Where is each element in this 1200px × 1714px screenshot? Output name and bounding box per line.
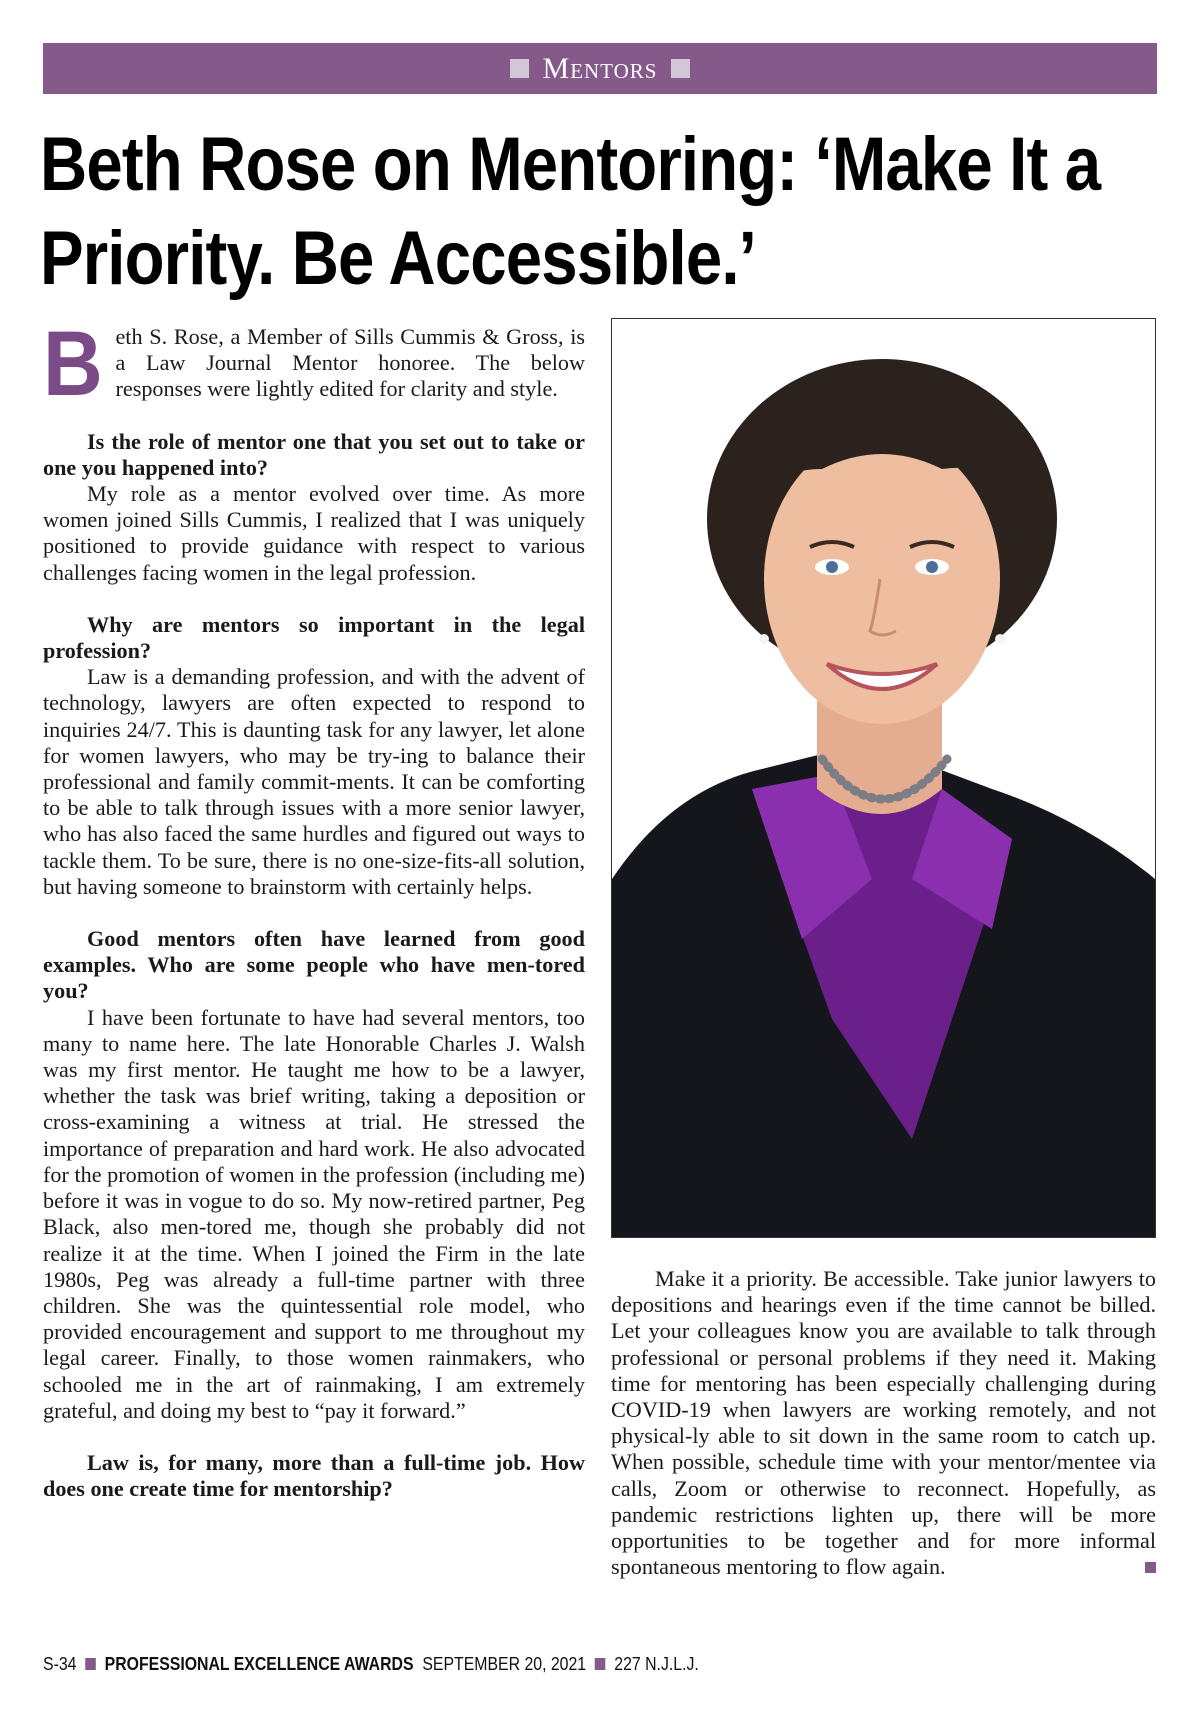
- intro-text: eth S. Rose, a Member of Sills Cummis & Gross, is a Law Journal Mentor honoree. The below responses were lightly edited for clarity and style.: [115, 324, 585, 402]
- left-column: [43, 313, 585, 1502]
- intro-paragraph: [43, 313, 585, 415]
- right-column: [611, 1266, 1156, 1580]
- headline-line-2: Priority. Be Accessible.’: [40, 216, 756, 301]
- question-2: Why are mentors so important in the legal profession?: [43, 611, 585, 664]
- section-banner: [43, 43, 1157, 94]
- publication-name: PROFESSIONAL EXCELLENCE AWARDS: [104, 1653, 414, 1674]
- page-number: S-34: [43, 1653, 77, 1674]
- publication-date: SEPTEMBER 20, 2021: [422, 1653, 587, 1674]
- answer-3: I have been fortunate to have had several mentors, too many to name here. The late Honorable Charles J. Walsh was my first mentor. He taught me how to be a lawyer, whether the task was brief writing, taking a deposition or cross-examining a witness at trial. He stressed the importance of preparation and hard work. He also advocated for the promotion of women in the profession (including me) before it was in vogue to do so. My now-retired partner, Peg Black, also men-tored me, though she probably did not realize it at the time. When I joined the Firm in the late 1980s, Peg was already a full-time partner with three children. She was the quintessential role model, who provided encouragement and support to me throughout my legal career. Finally, to those women rainmakers, who schooled me in the art of rainmaking, I am extremely grateful, and doing my best to “pay it forward.”: [43, 1004, 585, 1423]
- answer-4-text: Make it a priority. Be accessible. Take junior lawyers to depositions and hearings even if the time cannot be billed. Let your colleagues know you are available to talk through professional or personal problems if they need it. Making time for mentoring has been especially challenging during COVID-19 when lawyers are working remotely, and not physical-ly able to sit down in the same room to catch up. When possible, schedule time with your mentor/mentee via calls, Zoom or otherwise to reconnect. Hopefully, as pandemic restrictions lighten up, there will be more opportunities to be together and for more informal spontaneous mentoring to flow again.: [611, 1266, 1156, 1580]
- answer-4: [611, 1266, 1156, 1580]
- citation: 227 N.J.L.J.: [614, 1653, 699, 1674]
- page-footer: [43, 1652, 699, 1676]
- banner-square-left-icon: [510, 59, 529, 78]
- section-label: Mentors: [542, 51, 658, 85]
- answer-1: My role as a mentor evolved over time. As more women joined Sills Cummis, I realized that I was uniquely positioned to provide guidance with respect to various challenges facing women in the legal profession.: [43, 481, 585, 585]
- question-4: Law is, for many, more than a full-time job. How does one create time for mentorship?: [43, 1449, 585, 1502]
- headline-line-1: Beth Rose on Mentoring: ‘Make It a: [40, 122, 1101, 207]
- question-1: Is the role of mentor one that you set out to take or one you happened into?: [43, 428, 585, 480]
- portrait-photo: [611, 318, 1156, 1238]
- answer-2: Law is a demanding profession, and with the advent of technology, lawyers are often expected to respond to inquiries 24/7. This is daunting task for any lawyer, let alone for women lawyers, who may be try-ing to balance their professional and family commit-ments. It can be comforting to be able to talk through issues with a more senior lawyer, who has also faced the same hurdles and figured out ways to tackle them. To be sure, there is no one-size-fits-all solution, but having someone to brainstorm with certainly helps.: [43, 664, 585, 899]
- question-3: Good mentors often have learned from good examples. Who are some people who have men-tored you?: [43, 926, 585, 1004]
- footer-square-icon-2: [595, 1658, 606, 1670]
- portrait-illustration: [612, 319, 1155, 1237]
- drop-cap: B: [43, 313, 103, 415]
- headline: [40, 118, 1101, 306]
- banner-square-right-icon: [671, 59, 690, 78]
- end-mark-icon: [1145, 1562, 1156, 1573]
- footer-square-icon-1: [85, 1658, 96, 1670]
